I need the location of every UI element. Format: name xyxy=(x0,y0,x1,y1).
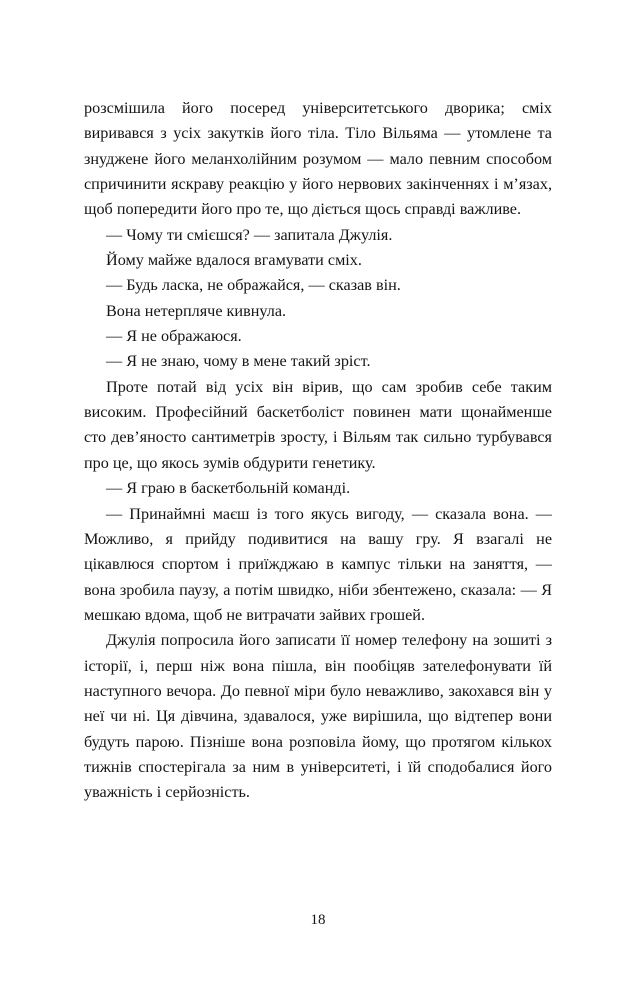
paragraph: Йому майже вдалося вгамувати сміх. xyxy=(106,251,362,270)
paragraph: Вона нетерпляче кивнула. xyxy=(106,301,287,320)
paragraph: розсмішила його посеред університетського дворика; сміх виривався з усіх закутків його тіла. Тіло Вільяма — утомлене та знуджене його меланхолійним розумом — мало певним способом спричинити яскраву реакцію у його нервових закінченнях і м’язах, щоб попередити його про те, що діється щось справді важливе. xyxy=(84,99,552,219)
paragraph: Проте потай від усіх він вірив, що сам зробив себе таким високим. Професійний баскетболіст повинен мати щонайменше сто дев’яносто сантиметрів зросту, і Вільям так сильно турбувався про це, що якось зумів обдурити генетику. xyxy=(84,377,552,472)
paragraph: — Принаймні маєш із того якусь вигоду, — сказала вона. — Можливо, я прийду подивитися на вашу гру. Я взагалі не цікавлюся спортом і приїжджаю в кампус тільки на заняття, — вона зробила паузу, а потім швидко, ніби збентежено, сказала: — Я мешкаю вдома, щоб не витрачати зайвих грошей. xyxy=(84,504,552,624)
paragraph: — Я не ображаюся. xyxy=(106,327,242,346)
page-number: 18 xyxy=(310,912,326,928)
paragraph: — Я не знаю, чому в мене такий зріст. xyxy=(106,352,371,371)
paragraph: — Я граю в баскетбольній команді. xyxy=(106,479,351,498)
paragraph: — Будь ласка, не ображайся, — сказав він. xyxy=(106,276,401,295)
paragraph: — Чому ти смієшся? — запитала Джулія. xyxy=(106,225,393,244)
page-body xyxy=(84,96,552,806)
paragraph: Джулія попросила його записати її номер телефону на зошиті з історії, і, перш ніж вона пішла, він пообіцяв зателефонувати їй наступного вечора. До певної міри було неважливо, закохався він у неї чи ні. Ця дівчина, здавалося, уже вирішила, що відтепер вони будуть парою. Пізніше вона розповіла йому, що протягом кількох тижнів спостерігала за ним в університеті, і їй сподобалися його уважність і серйозність. xyxy=(84,631,552,802)
